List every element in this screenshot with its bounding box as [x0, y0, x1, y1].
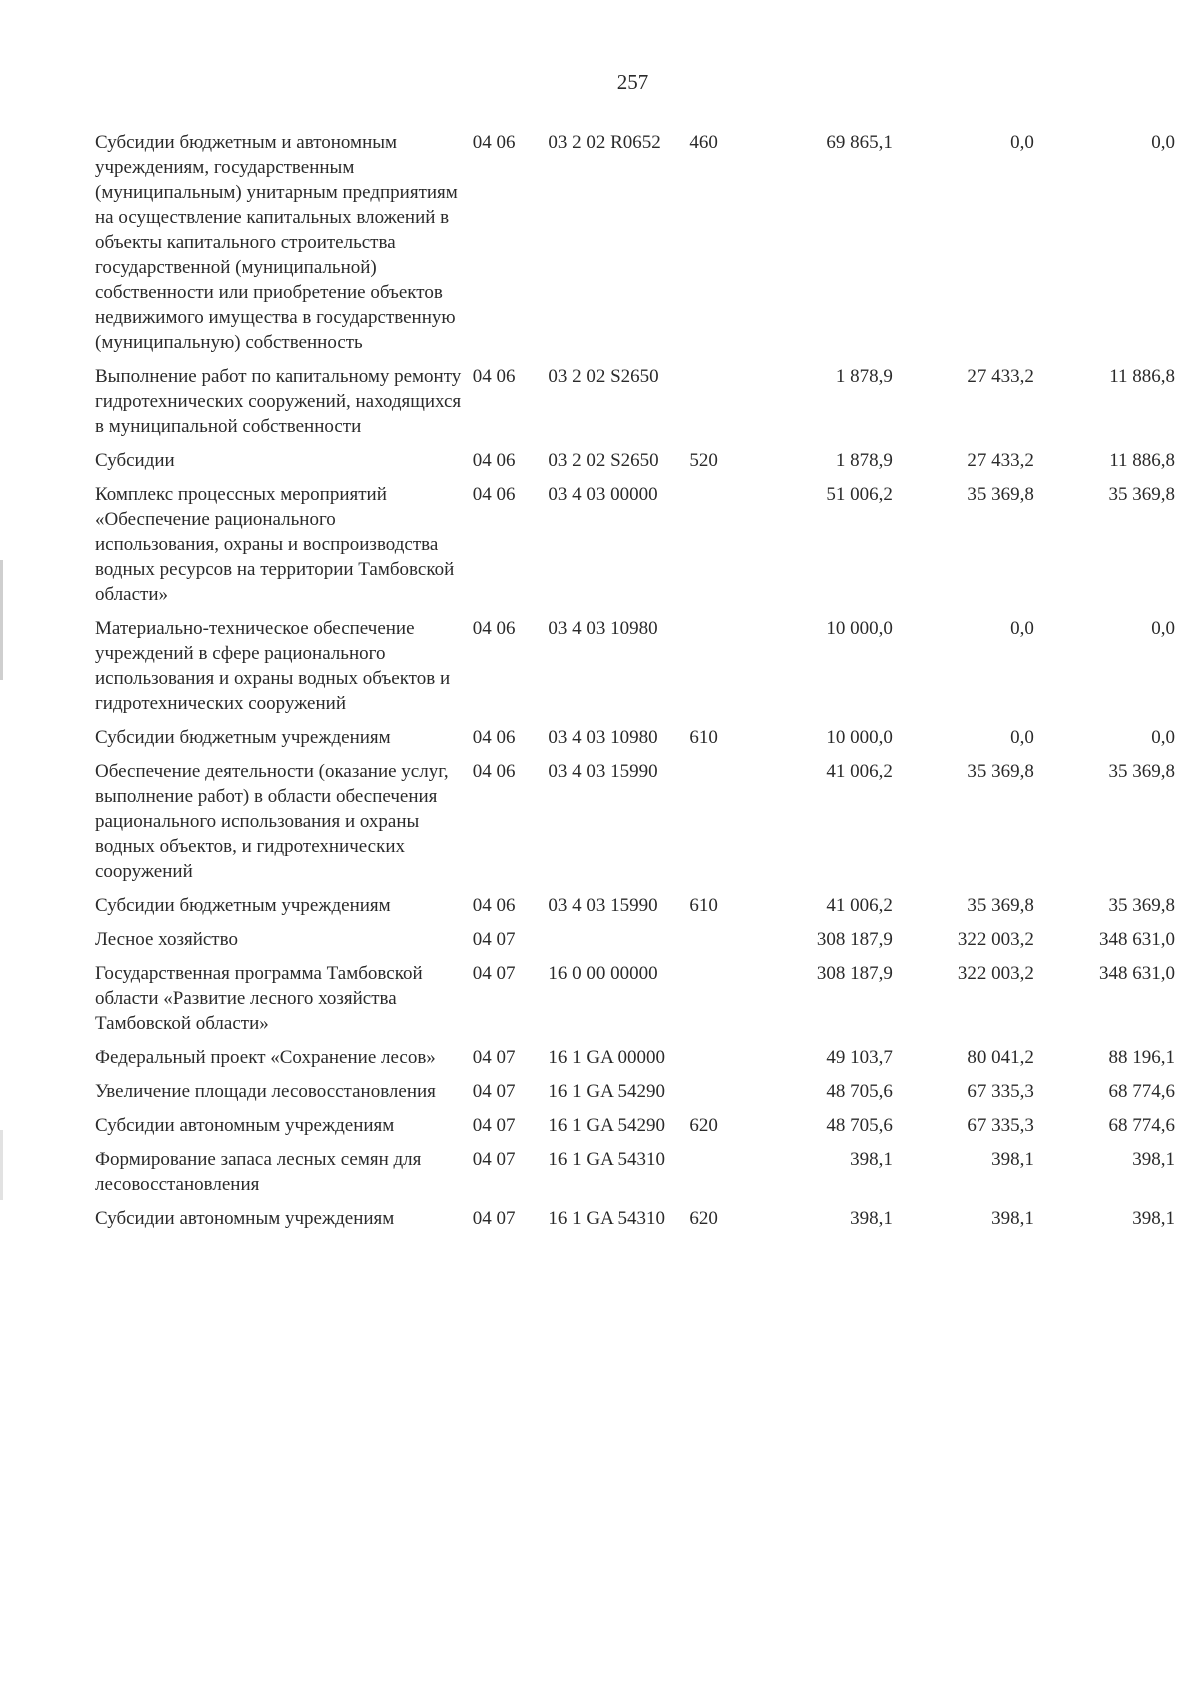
table-row — [95, 1206, 1175, 1240]
amount-year-1: 398,1 — [850, 1208, 893, 1229]
amount-year-3: 0,0 — [1151, 132, 1175, 153]
row-name: Субсидии автономным учреждениям — [95, 1208, 395, 1229]
amount-year-1: 48 705,6 — [826, 1081, 893, 1102]
expense-type-code: 610 — [689, 727, 718, 748]
amount-year-3: 11 886,8 — [1109, 450, 1175, 471]
section-code: 04 06 — [472, 618, 516, 639]
section-code: 04 06 — [472, 484, 516, 505]
table-row — [95, 1079, 1175, 1113]
amount-year-1: 41 006,2 — [826, 895, 893, 916]
section-code: 04 06 — [472, 727, 516, 748]
expense-type-code — [689, 961, 749, 1045]
amount-year-1: 308 187,9 — [816, 963, 893, 984]
row-name: Федеральный проект «Сохранение лесов» — [95, 1047, 436, 1068]
amount-year-3: 0,0 — [1151, 727, 1175, 748]
table-row — [95, 130, 1175, 364]
expense-type-code: 620 — [689, 1208, 718, 1229]
amount-year-3: 398,1 — [1132, 1149, 1175, 1170]
amount-year-3: 35 369,8 — [1108, 895, 1175, 916]
table-row — [95, 364, 1175, 448]
table-row — [95, 1113, 1175, 1147]
target-article-code: 16 1 GA 54290 — [548, 1115, 665, 1136]
row-name: Увеличение площади лесовосстановления — [95, 1081, 436, 1102]
amount-year-1: 1 878,9 — [835, 366, 893, 387]
budget-table — [95, 130, 1175, 1240]
amount-year-2: 35 369,8 — [967, 484, 1034, 505]
section-code: 04 07 — [472, 963, 516, 984]
row-name: Материально-техническое обеспечение учреждений в сфере рационального использования и охраны водных объектов и гидротехнических сооружений — [95, 618, 451, 714]
amount-year-1: 10 000,0 — [826, 727, 893, 748]
amount-year-3: 35 369,8 — [1108, 761, 1175, 782]
expense-type-code — [689, 616, 749, 725]
expense-type-code: 610 — [689, 895, 718, 916]
scan-edge-mark — [0, 1130, 3, 1200]
amount-year-1: 48 705,6 — [826, 1115, 893, 1136]
amount-year-3: 11 886,8 — [1109, 366, 1175, 387]
amount-year-1: 51 006,2 — [826, 484, 893, 505]
amount-year-3: 398,1 — [1132, 1208, 1175, 1229]
amount-year-2: 27 433,2 — [967, 450, 1034, 471]
row-name: Субсидии бюджетным учреждениям — [95, 727, 391, 748]
expense-type-code — [689, 364, 749, 448]
expense-type-code — [689, 1147, 749, 1206]
target-article-code — [548, 927, 689, 961]
amount-year-2: 35 369,8 — [967, 895, 1034, 916]
amount-year-2: 0,0 — [1010, 132, 1034, 153]
amount-year-1: 1 878,9 — [835, 450, 893, 471]
row-name: Лесное хозяйство — [95, 929, 238, 950]
expense-type-code — [689, 482, 749, 616]
amount-year-2: 0,0 — [1010, 618, 1034, 639]
budget-table-body — [95, 130, 1175, 1240]
amount-year-1: 10 000,0 — [826, 618, 893, 639]
amount-year-1: 41 006,2 — [826, 761, 893, 782]
expense-type-code: 620 — [689, 1115, 718, 1136]
table-row — [95, 1147, 1175, 1206]
row-name: Формирование запаса лесных семян для лесовосстановления — [95, 1149, 422, 1195]
amount-year-2: 67 335,3 — [967, 1081, 1034, 1102]
section-code: 04 07 — [472, 1208, 516, 1229]
amount-year-2: 398,1 — [991, 1208, 1034, 1229]
row-name: Субсидии бюджетным учреждениям — [95, 895, 391, 916]
amount-year-2: 322 003,2 — [957, 929, 1034, 950]
amount-year-2: 80 041,2 — [967, 1047, 1034, 1068]
target-article-code: 03 4 03 00000 — [548, 484, 658, 505]
section-code: 04 07 — [472, 1149, 516, 1170]
table-row — [95, 616, 1175, 725]
target-article-code: 16 1 GA 54290 — [548, 1081, 665, 1102]
amount-year-2: 0,0 — [1010, 727, 1034, 748]
target-article-code: 16 0 00 00000 — [548, 963, 658, 984]
amount-year-3: 68 774,6 — [1108, 1115, 1175, 1136]
amount-year-3: 0,0 — [1151, 618, 1175, 639]
table-row — [95, 1045, 1175, 1079]
amount-year-3: 68 774,6 — [1108, 1081, 1175, 1102]
table-row — [95, 482, 1175, 616]
target-article-code: 03 2 02 S2650 — [548, 450, 659, 471]
table-row — [95, 448, 1175, 482]
amount-year-3: 35 369,8 — [1108, 484, 1175, 505]
row-name: Субсидии — [95, 450, 175, 471]
scan-edge-mark — [0, 560, 3, 680]
amount-year-2: 35 369,8 — [967, 761, 1034, 782]
section-code: 04 06 — [472, 450, 516, 471]
section-code: 04 07 — [472, 1047, 516, 1068]
row-name: Субсидии автономным учреждениям — [95, 1115, 395, 1136]
amount-year-3: 348 631,0 — [1099, 929, 1175, 950]
expense-type-code: 460 — [689, 132, 718, 153]
expense-type-code — [689, 759, 749, 893]
amount-year-1: 308 187,9 — [816, 929, 893, 950]
section-code: 04 07 — [472, 929, 516, 950]
target-article-code: 03 4 03 15990 — [548, 895, 658, 916]
amount-year-2: 67 335,3 — [967, 1115, 1034, 1136]
target-article-code: 03 4 03 10980 — [548, 618, 658, 639]
row-name: Государственная программа Тамбовской области «Развитие лесного хозяйства Тамбовской области» — [95, 963, 423, 1034]
target-article-code: 16 1 GA 54310 — [548, 1149, 665, 1170]
table-row — [95, 893, 1175, 927]
section-code: 04 06 — [472, 761, 516, 782]
page-number: 257 — [616, 70, 649, 94]
table-row — [95, 759, 1175, 893]
row-name: Выполнение работ по капитальному ремонту гидротехнических сооружений, находящихся в муниципальной собственности — [95, 366, 462, 437]
row-name: Комплекс процессных мероприятий «Обеспечение рационального использования, охраны и воспроизводства водных ресурсов на территории Тамбовской области» — [95, 484, 455, 605]
amount-year-2: 398,1 — [991, 1149, 1034, 1170]
section-code: 04 06 — [472, 132, 516, 153]
target-article-code: 03 2 02 S2650 — [548, 366, 659, 387]
expense-type-code — [689, 1079, 749, 1113]
amount-year-3: 348 631,0 — [1099, 963, 1175, 984]
amount-year-1: 49 103,7 — [826, 1047, 893, 1068]
target-article-code: 03 4 03 15990 — [548, 761, 658, 782]
expense-type-code: 520 — [689, 450, 718, 471]
table-row — [95, 961, 1175, 1045]
amount-year-1: 69 865,1 — [826, 132, 893, 153]
row-name: Обеспечение деятельности (оказание услуг, выполнение работ) в области обеспечения рационального использования и охраны водных объектов, и гидротехнических сооружений — [95, 761, 449, 882]
target-article-code: 16 1 GA 00000 — [548, 1047, 665, 1068]
amount-year-2: 27 433,2 — [967, 366, 1034, 387]
table-row — [95, 927, 1175, 961]
target-article-code: 03 4 03 10980 — [548, 727, 658, 748]
amount-year-2: 322 003,2 — [957, 963, 1034, 984]
row-name: Субсидии бюджетным и автономным учреждениям, государственным (муниципальным) унитарным предприятиям на осуществление капитальных вложений в объекты капитального строительства государственной (муниципальной) собственности или приобретение объектов недвижимого имущества в государственную (муниципальную) собственность — [95, 132, 458, 353]
target-article-code: 16 1 GA 54310 — [548, 1208, 665, 1229]
section-code: 04 07 — [472, 1115, 516, 1136]
expense-type-code — [689, 1045, 749, 1079]
section-code: 04 07 — [472, 1081, 516, 1102]
amount-year-1: 398,1 — [850, 1149, 893, 1170]
target-article-code: 03 2 02 R0652 — [548, 132, 661, 153]
amount-year-3: 88 196,1 — [1108, 1047, 1175, 1068]
table-row — [95, 725, 1175, 759]
section-code: 04 06 — [472, 366, 516, 387]
section-code: 04 06 — [472, 895, 516, 916]
expense-type-code — [689, 927, 749, 961]
